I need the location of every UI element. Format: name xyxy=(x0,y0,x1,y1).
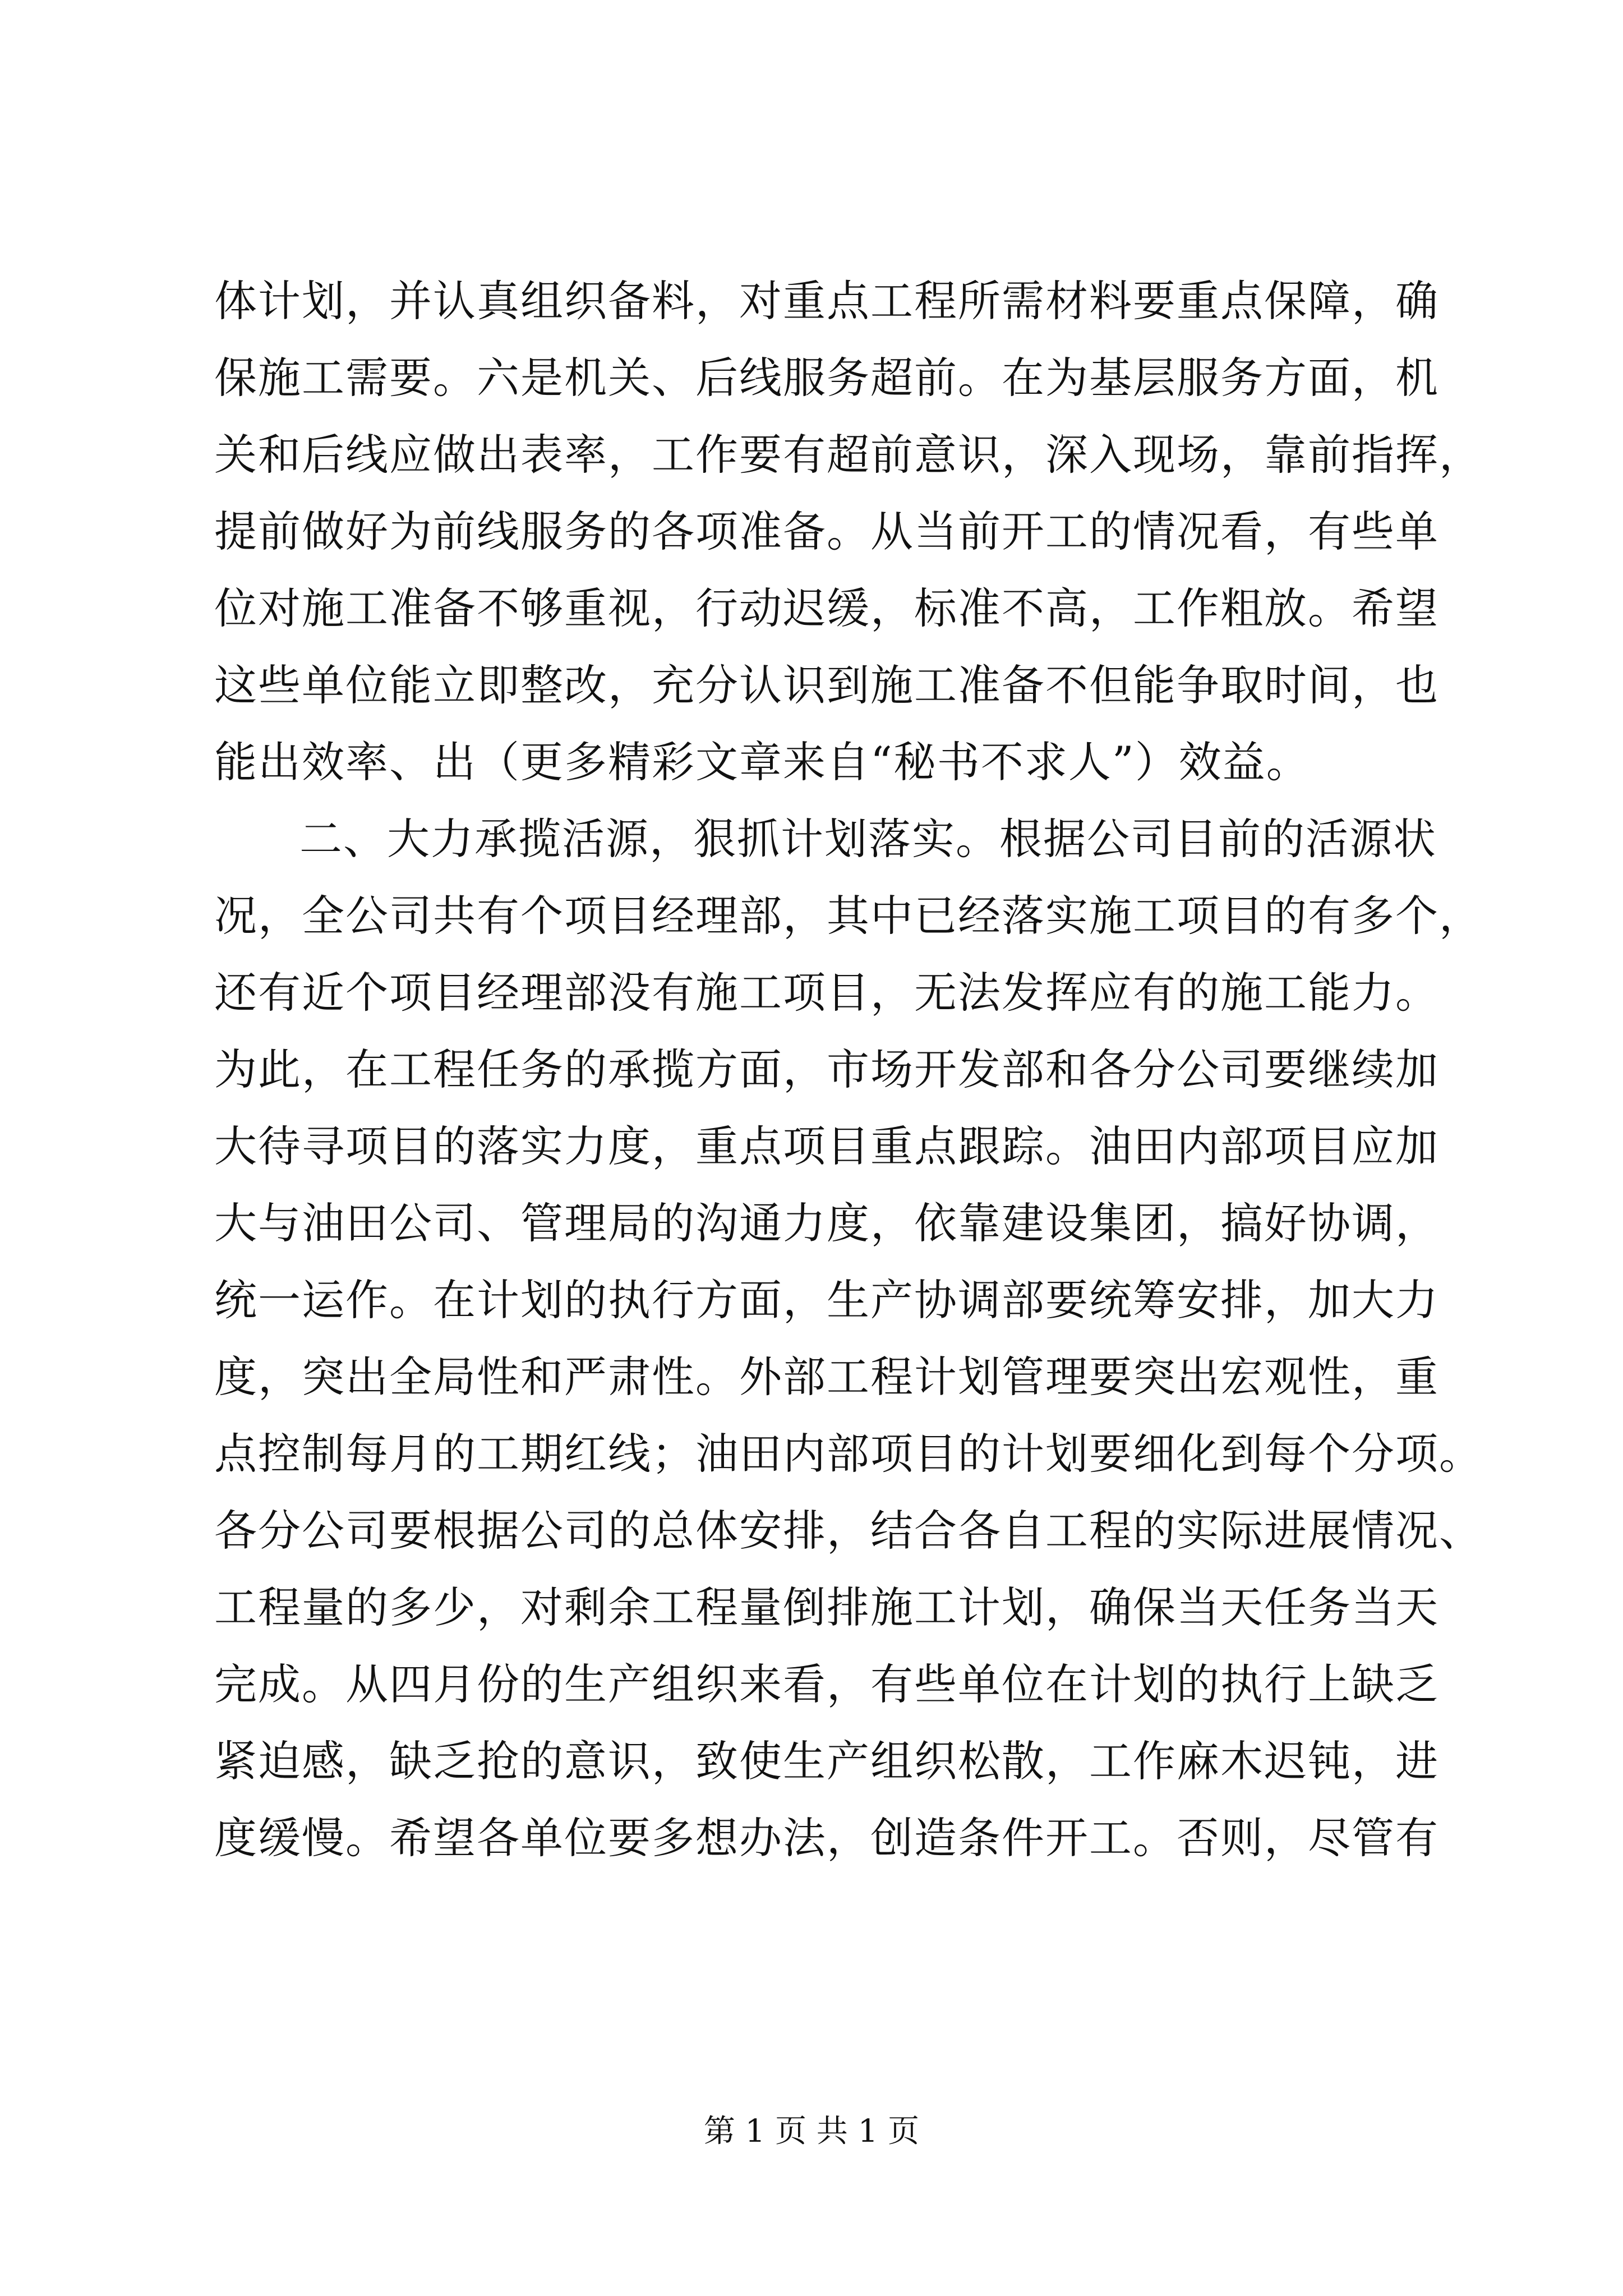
paragraph-first-line: 二、大力承揽活源，狠抓计划落实。根据公司目前的活源状 xyxy=(299,814,1437,864)
text-line: 各分公司要根据公司的总体安排，结合各自工程的实际进展情况、 xyxy=(214,1506,1483,1556)
text-line: 度缓慢。希望各单位要多想办法，创造条件开工。否则，尽管有 xyxy=(214,1813,1439,1863)
text-line: 关和后线应做出表率，工作要有超前意识，深入现场，靠前指挥， xyxy=(214,430,1483,480)
text-line: 能出效率、出（更多精彩文章来自“秘书不求人”）效益。 xyxy=(214,737,1310,787)
text-line: 况，全公司共有个项目经理部，其中已经落实施工项目的有多个， xyxy=(214,891,1483,941)
text-line: 保施工需要。六是机关、后线服务超前。在为基层服务方面，机 xyxy=(214,353,1439,403)
text-line: 大待寻项目的落实力度，重点项目重点跟踪。油田内部项目应加 xyxy=(214,1121,1439,1171)
text-line: 紧迫感，缺乏抢的意识，致使生产组织松散，工作麻木迟钝，进 xyxy=(214,1736,1439,1786)
document-body xyxy=(214,263,1483,1876)
text-line: 大与油田公司、管理局的沟通力度，依靠建设集团，搞好协调， xyxy=(214,1198,1439,1248)
text-line: 点控制每月的工期红线；油田内部项目的计划要细化到每个分项。 xyxy=(214,1429,1483,1479)
text-line: 这些单位能立即整改，充分认识到施工准备不但能争取时间，也 xyxy=(214,660,1439,710)
text-line: 完成。从四月份的生产组织来看，有些单位在计划的执行上缺乏 xyxy=(214,1659,1439,1709)
text-line: 工程量的多少，对剩余工程量倒排施工计划，确保当天任务当天 xyxy=(214,1582,1439,1632)
text-line: 统一运作。在计划的执行方面，生产协调部要统筹安排，加大力 xyxy=(214,1275,1439,1325)
text-line: 提前做好为前线服务的各项准备。从当前开工的情况看，有些单 xyxy=(214,507,1439,556)
text-line: 为此，在工程任务的承揽方面，市场开发部和各分公司要继续加 xyxy=(214,1045,1439,1094)
text-line: 体计划，并认真组织备料，对重点工程所需材料要重点保障，确 xyxy=(214,276,1439,326)
text-line: 位对施工准备不够重视，行动迟缓，标准不高，工作粗放。希望 xyxy=(214,583,1439,633)
text-line: 度，突出全局性和严肃性。外部工程计划管理要突出宏观性，重 xyxy=(214,1352,1439,1402)
page-footer: 第 1 页 共 1 页 xyxy=(703,2113,920,2150)
text-line: 还有近个项目经理部没有施工项目，无法发挥应有的施工能力。 xyxy=(214,968,1439,1018)
